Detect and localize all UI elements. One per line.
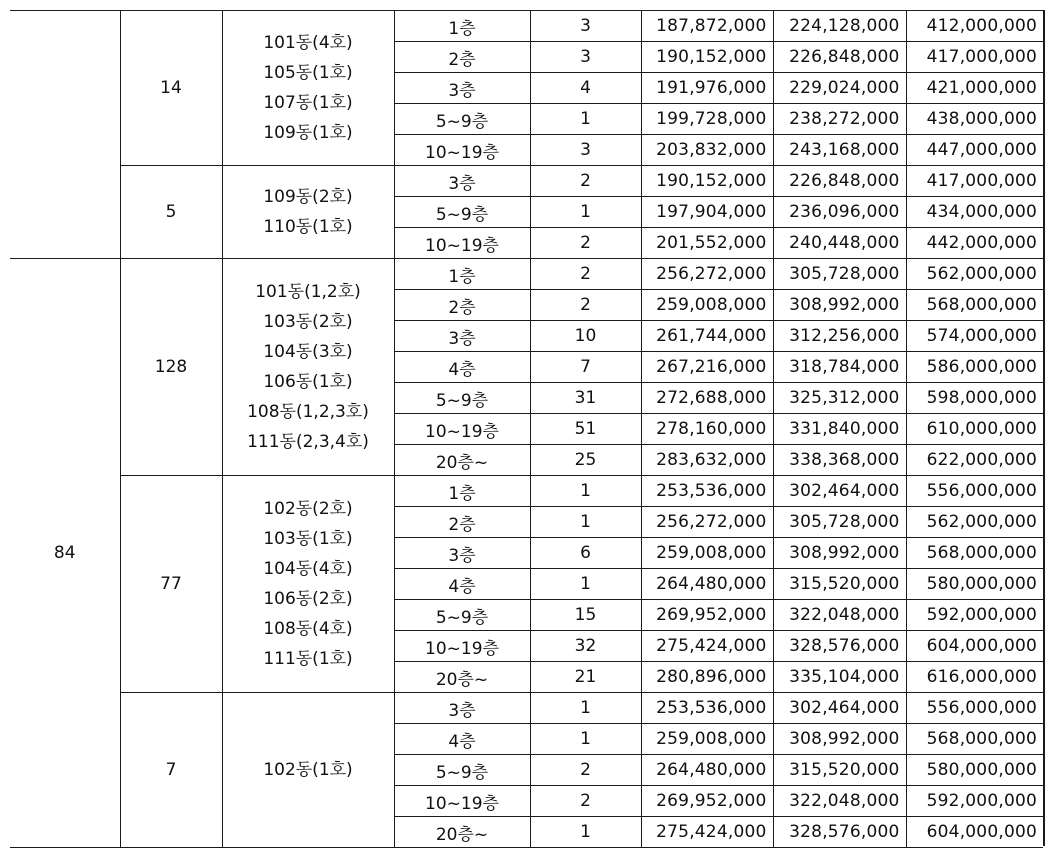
- building-price-cell: 335,104,000: [773, 662, 906, 693]
- building-label: 101동(1,2호): [255, 282, 361, 302]
- land-price-cell: 261,744,000: [641, 321, 773, 352]
- households-cell: 2: [530, 166, 641, 197]
- total-price-cell: 580,000,000: [906, 569, 1043, 600]
- total-price-cell: 417,000,000: [906, 166, 1043, 197]
- households-cell: 15: [530, 600, 641, 631]
- building-price-cell: 322,048,000: [773, 600, 906, 631]
- building-list-cell: [222, 693, 394, 848]
- land-price-cell: 190,152,000: [641, 166, 773, 197]
- land-price-cell: 187,872,000: [641, 11, 773, 42]
- land-price-cell: 253,536,000: [641, 693, 773, 724]
- total-price-cell: 592,000,000: [906, 786, 1043, 817]
- households-cell: 21: [530, 662, 641, 693]
- building-label: 102동(2호): [263, 499, 353, 519]
- land-price-cell: 283,632,000: [641, 445, 773, 476]
- households-cell: 1: [530, 693, 641, 724]
- land-price-cell: 269,952,000: [641, 600, 773, 631]
- households-cell: 7: [530, 352, 641, 383]
- building-price-cell: 302,464,000: [773, 693, 906, 724]
- land-price-cell: 264,480,000: [641, 755, 773, 786]
- floor-cell: 20층~: [394, 662, 530, 693]
- households-cell: 1: [530, 817, 641, 848]
- building-label: 111동(2,3,4호): [247, 432, 369, 452]
- total-price-cell: 556,000,000: [906, 476, 1043, 507]
- land-price-cell: 201,552,000: [641, 228, 773, 259]
- total-price-cell: 442,000,000: [906, 228, 1043, 259]
- building-list-cell: [222, 476, 394, 693]
- floor-cell: 5~9층: [394, 104, 530, 135]
- building-label: 109동(2호): [263, 187, 353, 207]
- building-price-cell: 226,848,000: [773, 42, 906, 73]
- floor-cell: 10~19층: [394, 228, 530, 259]
- land-price-cell: 280,896,000: [641, 662, 773, 693]
- total-price-cell: 568,000,000: [906, 724, 1043, 755]
- building-label: 106동(1호): [263, 372, 353, 392]
- land-price-cell: 259,008,000: [641, 538, 773, 569]
- building-list-cell: [222, 11, 394, 166]
- land-price-cell: 256,272,000: [641, 507, 773, 538]
- floor-cell: 3층: [394, 538, 530, 569]
- unit-count-cell: 14: [120, 11, 222, 166]
- building-label: 107동(1호): [263, 93, 353, 113]
- total-price-cell: 622,000,000: [906, 445, 1043, 476]
- households-cell: 2: [530, 259, 641, 290]
- total-price-cell: 616,000,000: [906, 662, 1043, 693]
- building-label: 103동(1호): [263, 529, 353, 549]
- building-label: 108동(1,2,3호): [247, 402, 369, 422]
- building-price-cell: 305,728,000: [773, 259, 906, 290]
- floor-cell: 4층: [394, 569, 530, 600]
- floor-cell: 5~9층: [394, 755, 530, 786]
- floor-cell: 2층: [394, 507, 530, 538]
- households-cell: 1: [530, 197, 641, 228]
- floor-cell: 3층: [394, 693, 530, 724]
- land-price-cell: 256,272,000: [641, 259, 773, 290]
- building-price-cell: 229,024,000: [773, 73, 906, 104]
- households-cell: 32: [530, 631, 641, 662]
- floor-cell: 10~19층: [394, 786, 530, 817]
- total-price-cell: 610,000,000: [906, 414, 1043, 445]
- total-price-cell: 562,000,000: [906, 507, 1043, 538]
- building-label: 104동(3호): [263, 342, 353, 362]
- building-label: 104동(4호): [263, 559, 353, 579]
- area-cell: 84: [10, 259, 120, 848]
- floor-cell: 4층: [394, 352, 530, 383]
- households-cell: 2: [530, 786, 641, 817]
- floor-cell: 10~19층: [394, 135, 530, 166]
- table-right-edge: [1043, 10, 1045, 846]
- unit-count-cell: 5: [120, 166, 222, 259]
- building-price-cell: 240,448,000: [773, 228, 906, 259]
- building-price-cell: 226,848,000: [773, 166, 906, 197]
- table-row: [10, 476, 1043, 507]
- total-price-cell: 556,000,000: [906, 693, 1043, 724]
- building-list-cell: [222, 259, 394, 476]
- land-price-cell: 272,688,000: [641, 383, 773, 414]
- households-cell: 1: [530, 569, 641, 600]
- land-price-cell: 267,216,000: [641, 352, 773, 383]
- building-label: 102동(1호): [263, 760, 353, 780]
- floor-cell: 20층~: [394, 817, 530, 848]
- building-price-cell: 338,368,000: [773, 445, 906, 476]
- land-price-cell: 199,728,000: [641, 104, 773, 135]
- land-price-cell: 275,424,000: [641, 817, 773, 848]
- floor-cell: 3층: [394, 321, 530, 352]
- land-price-cell: 278,160,000: [641, 414, 773, 445]
- floor-cell: 2층: [394, 42, 530, 73]
- total-price-cell: 421,000,000: [906, 73, 1043, 104]
- total-price-cell: 438,000,000: [906, 104, 1043, 135]
- table-row: [10, 693, 1043, 724]
- building-price-cell: 243,168,000: [773, 135, 906, 166]
- total-price-cell: 604,000,000: [906, 817, 1043, 848]
- building-price-cell: 302,464,000: [773, 476, 906, 507]
- building-price-cell: 305,728,000: [773, 507, 906, 538]
- total-price-cell: 592,000,000: [906, 600, 1043, 631]
- land-price-cell: 269,952,000: [641, 786, 773, 817]
- households-cell: 3: [530, 11, 641, 42]
- households-cell: 2: [530, 228, 641, 259]
- total-price-cell: 417,000,000: [906, 42, 1043, 73]
- floor-cell: 3층: [394, 73, 530, 104]
- total-price-cell: 586,000,000: [906, 352, 1043, 383]
- price-table: [10, 10, 1043, 848]
- total-price-cell: 434,000,000: [906, 197, 1043, 228]
- households-cell: 1: [530, 104, 641, 135]
- building-price-cell: 238,272,000: [773, 104, 906, 135]
- households-cell: 1: [530, 507, 641, 538]
- building-price-cell: 308,992,000: [773, 538, 906, 569]
- households-cell: 25: [530, 445, 641, 476]
- table-row: [10, 166, 1043, 197]
- area-cell: [10, 11, 120, 259]
- floor-cell: 10~19층: [394, 414, 530, 445]
- building-label: 110동(1호): [263, 217, 353, 237]
- land-price-cell: 197,904,000: [641, 197, 773, 228]
- floor-cell: 3층: [394, 166, 530, 197]
- total-price-cell: 568,000,000: [906, 290, 1043, 321]
- households-cell: 1: [530, 724, 641, 755]
- price-table-body: [10, 11, 1043, 848]
- building-price-cell: 312,256,000: [773, 321, 906, 352]
- land-price-cell: 190,152,000: [641, 42, 773, 73]
- building-price-cell: 318,784,000: [773, 352, 906, 383]
- households-cell: 6: [530, 538, 641, 569]
- building-price-cell: 331,840,000: [773, 414, 906, 445]
- land-price-cell: 259,008,000: [641, 724, 773, 755]
- land-price-cell: 275,424,000: [641, 631, 773, 662]
- floor-cell: 1층: [394, 11, 530, 42]
- households-cell: 3: [530, 135, 641, 166]
- building-label: 108동(4호): [263, 619, 353, 639]
- building-price-cell: 308,992,000: [773, 724, 906, 755]
- building-price-cell: 328,576,000: [773, 817, 906, 848]
- total-price-cell: 562,000,000: [906, 259, 1043, 290]
- building-label: 103동(2호): [263, 312, 353, 332]
- building-label: 111동(1호): [263, 649, 353, 669]
- land-price-cell: 259,008,000: [641, 290, 773, 321]
- building-price-cell: 328,576,000: [773, 631, 906, 662]
- building-price-cell: 236,096,000: [773, 197, 906, 228]
- building-price-cell: 308,992,000: [773, 290, 906, 321]
- floor-cell: 5~9층: [394, 600, 530, 631]
- building-price-cell: 315,520,000: [773, 755, 906, 786]
- price-table-container: [10, 10, 1043, 848]
- households-cell: 10: [530, 321, 641, 352]
- table-row: [10, 11, 1043, 42]
- households-cell: 2: [530, 755, 641, 786]
- building-price-cell: 315,520,000: [773, 569, 906, 600]
- building-label: 105동(1호): [263, 63, 353, 83]
- floor-cell: 10~19층: [394, 631, 530, 662]
- floor-cell: 1층: [394, 476, 530, 507]
- floor-cell: 1층: [394, 259, 530, 290]
- building-label: 106동(2호): [263, 589, 353, 609]
- total-price-cell: 574,000,000: [906, 321, 1043, 352]
- land-price-cell: 203,832,000: [641, 135, 773, 166]
- households-cell: 31: [530, 383, 641, 414]
- total-price-cell: 580,000,000: [906, 755, 1043, 786]
- building-price-cell: 325,312,000: [773, 383, 906, 414]
- building-label: 101동(4호): [263, 33, 353, 53]
- land-price-cell: 191,976,000: [641, 73, 773, 104]
- total-price-cell: 604,000,000: [906, 631, 1043, 662]
- floor-cell: 5~9층: [394, 383, 530, 414]
- unit-count-cell: 128: [120, 259, 222, 476]
- total-price-cell: 447,000,000: [906, 135, 1043, 166]
- land-price-cell: 264,480,000: [641, 569, 773, 600]
- floor-cell: 2층: [394, 290, 530, 321]
- building-price-cell: 224,128,000: [773, 11, 906, 42]
- floor-cell: 4층: [394, 724, 530, 755]
- households-cell: 4: [530, 73, 641, 104]
- unit-count-cell: 77: [120, 476, 222, 693]
- households-cell: 1: [530, 476, 641, 507]
- floor-cell: 20층~: [394, 445, 530, 476]
- households-cell: 3: [530, 42, 641, 73]
- total-price-cell: 598,000,000: [906, 383, 1043, 414]
- building-price-cell: 322,048,000: [773, 786, 906, 817]
- total-price-cell: 412,000,000: [906, 11, 1043, 42]
- unit-count-cell: 7: [120, 693, 222, 848]
- building-list-cell: [222, 166, 394, 259]
- building-label: 109동(1호): [263, 123, 353, 143]
- table-row: [10, 259, 1043, 290]
- households-cell: 2: [530, 290, 641, 321]
- floor-cell: 5~9층: [394, 197, 530, 228]
- households-cell: 51: [530, 414, 641, 445]
- land-price-cell: 253,536,000: [641, 476, 773, 507]
- total-price-cell: 568,000,000: [906, 538, 1043, 569]
